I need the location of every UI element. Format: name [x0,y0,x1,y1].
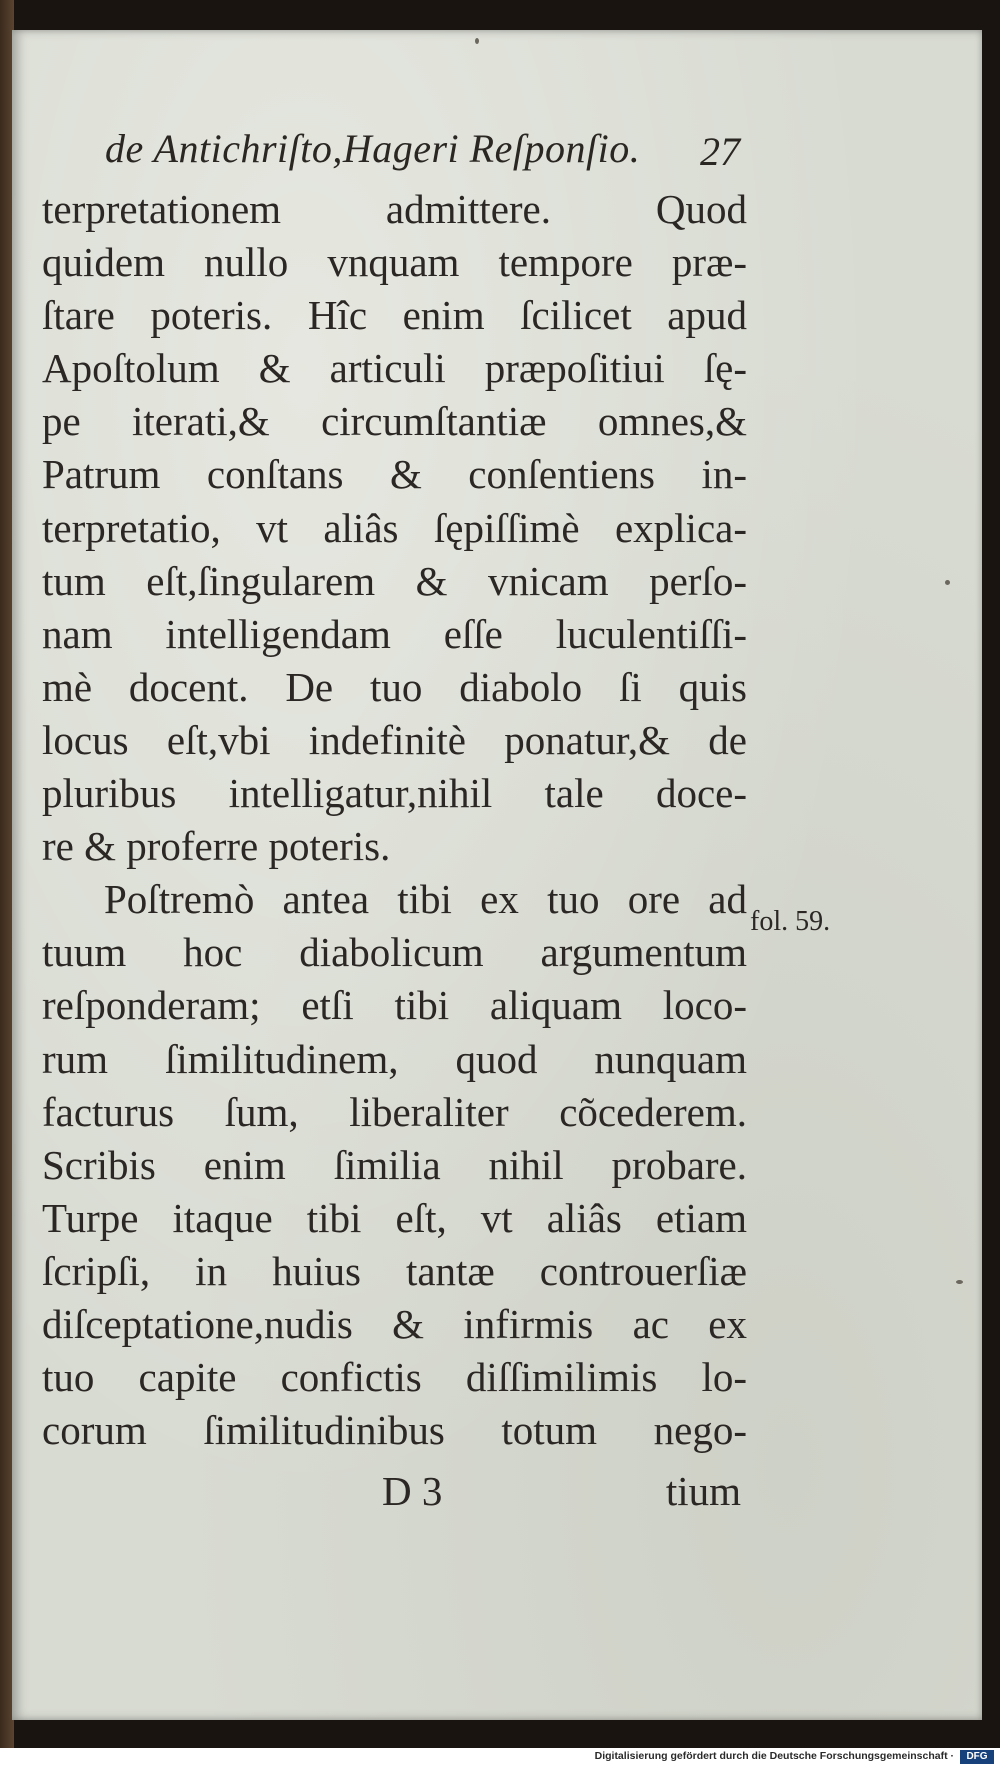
paper-speck [956,1280,963,1284]
text-line: pe iterati,& circumſtantiæ omnes,& [42,398,747,445]
paper-speck [475,38,479,44]
text-line: Scribis enim ſimilia nihil probare. [42,1141,747,1188]
body-text [42,183,747,1457]
text-line: mè docent. De tuo diabolo ſi quis [42,663,747,710]
catchword: tium [665,1468,741,1514]
text-line: tuo capite confictis diſſimilimis lo- [42,1354,747,1401]
text-line: rum ſimilitudinem, quod nunquam [42,1035,747,1082]
text-line: Patrum conſtans & conſentiens in- [42,451,747,498]
text-line-paragraph-start: Poſtremò antea tibi ex tuo ore ad [104,876,747,923]
text-line: diſceptatione,nudis & infirmis ac ex [42,1300,747,1347]
text-line: ſcripſi, in huius tantæ controuerſiæ [42,1247,747,1294]
text-line: quidem nullo vnquam tempore præ- [42,239,747,286]
dfg-logo-icon: DFG [960,1750,994,1764]
text-line: reſponderam; etſi tibi aliquam loco- [42,982,747,1029]
text-line: ſtare poteris. Hîc enim ſcilicet apud [42,292,747,339]
text-line: Turpe itaque tibi eſt, vt aliâs etiam [42,1194,747,1241]
running-head-title: de Antichriſto,Hageri Reſponſio. [105,126,641,171]
text-line: re & proferre poteris. [42,823,391,870]
signature-mark: D 3 [382,1468,443,1514]
text-line: nam intelligendam eſſe luculentiſſi- [42,610,747,657]
text-line: terpretationem admittere. Quod [42,186,747,232]
text-line: terpretatio, vt aliâs ſępiſſimè explica- [42,504,747,551]
marginal-note: fol. 59. [750,906,831,937]
page-number: 27 [700,129,740,174]
text-line: facturus ſum, liberaliter cõcederem. [42,1088,747,1135]
paper-speck [945,580,950,585]
text-line: corum ſimilitudinibus totum nego- [42,1407,747,1454]
digitization-footer [0,1748,1000,1767]
text-line: tum eſt,ſingularem & vnicam perſo- [42,557,747,604]
text-line: locus eſt,vbi indefinitè ponatur,& de [42,716,747,763]
text-line: tuum hoc diabolicum argumentum [42,929,747,976]
text-line: pluribus intelligatur,nihil tale doce- [42,770,747,817]
text-line: Apoſtolum & articuli præpoſitiui ſę- [42,345,747,392]
footer-credit: Digitalisierung gefördert durch die Deutsche Forschungsgemeinschaft · [594,1750,954,1762]
page-foot [42,1467,747,1520]
